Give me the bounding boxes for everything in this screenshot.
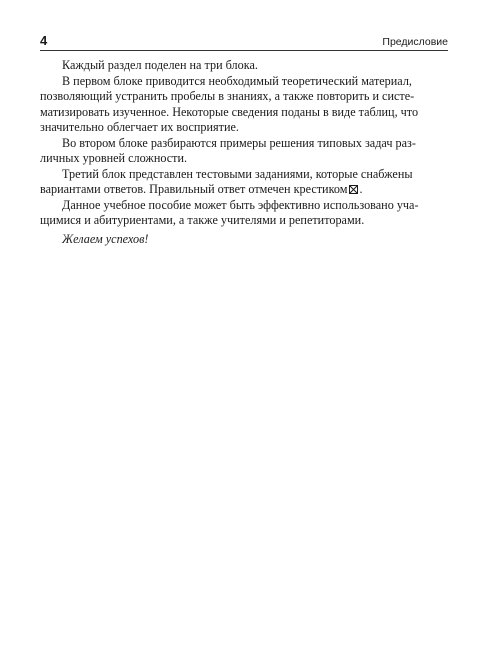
paragraph-line: значительно облегчает их восприятие. bbox=[40, 120, 239, 134]
paragraph-second-block bbox=[40, 136, 448, 167]
body-text bbox=[40, 58, 448, 229]
paragraph-usage bbox=[40, 198, 448, 229]
paragraph-line: позволяющий устранить пробелы в знаниях, а также повторить и систе- bbox=[40, 89, 415, 103]
page-number: 4 bbox=[40, 33, 48, 48]
running-head: Предисловие bbox=[382, 36, 448, 48]
paragraph-line: Третий блок представлен тестовыми заданиями, которые снабжены bbox=[62, 166, 413, 181]
paragraph-line: Данное учебное пособие может быть эффективно использовано уча- bbox=[62, 197, 419, 212]
paragraph-line: щимися и абитуриентами, а также учителями и репетиторами. bbox=[40, 213, 365, 227]
paragraph-line-text: вариантами ответов. Правильный ответ отмечен крестиком bbox=[40, 182, 348, 196]
paragraph-line bbox=[40, 182, 363, 196]
paragraph-line: личных уровней сложности. bbox=[40, 151, 188, 165]
paragraph-line: матизировать изученное. Некоторые сведения поданы в виде таблиц, что bbox=[40, 104, 419, 119]
paragraph-sections-text: Каждый раздел поделен на три блока. bbox=[62, 58, 258, 72]
paragraph-line: В первом блоке приводится необходимый теоретический материал, bbox=[62, 73, 412, 88]
paragraph-sections bbox=[40, 58, 448, 74]
closing-wish: Желаем успехов! bbox=[62, 232, 149, 246]
checkbox-cross-icon bbox=[349, 185, 358, 194]
page-header bbox=[40, 33, 448, 51]
paragraph-first-block bbox=[40, 74, 448, 136]
paragraph-line-end: . bbox=[359, 182, 363, 196]
paragraph-third-block bbox=[40, 167, 448, 198]
paragraph-line: Во втором блоке разбираются примеры решения типовых задач раз- bbox=[62, 135, 416, 150]
